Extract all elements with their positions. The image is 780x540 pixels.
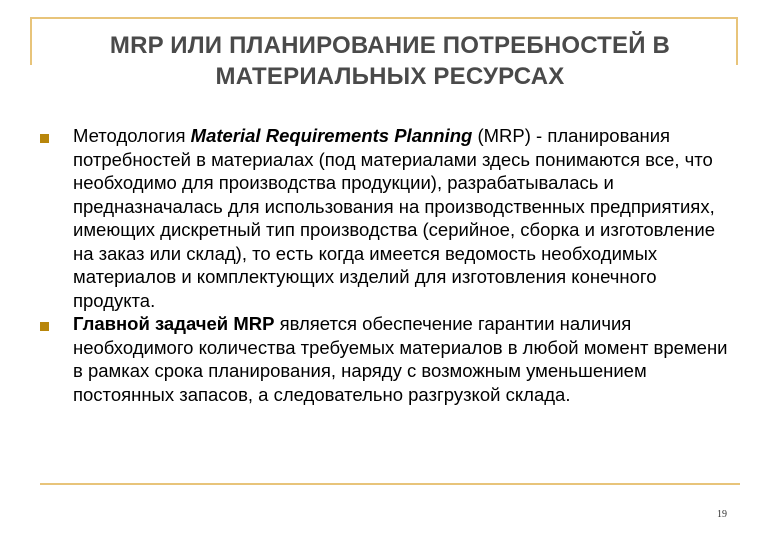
bullet-1-prefix: Методология — [73, 125, 191, 146]
square-bullet-icon — [40, 322, 49, 331]
slide-title-line-1: MRP ИЛИ ПЛАНИРОВАНИЕ ПОТРЕБНОСТЕЙ В — [109, 32, 671, 59]
bullet-1-body: (MRP) - планирования потребностей в материалах (под материалами здесь понимаются все, что необходимо для производства продукции), разрабатывалась и предназначалась для использования на производственных предприятиях, имеющих дискретный тип производства (серийное, сборка и изготовление на заказ или склад), то есть когда имеется ведомость необходимых материалов и комплектующих изделий для изготовления конечного продукта. — [73, 125, 715, 311]
bullet-2-emphasis: Главной задачей MRP — [73, 313, 275, 334]
square-bullet-icon — [40, 134, 49, 143]
bullet-2-body: является обеспечение гарантии наличия необходимого количества требуемых материалов в любой момент времени в рамках срока планирования, наряду с возможным уменьшением постоянных запасов, а следовательно разгрузкой склада. — [73, 313, 728, 405]
bullet-item-mrp-main-task — [40, 312, 740, 406]
slide-title — [40, 30, 740, 92]
bullet-list — [40, 124, 740, 406]
frame-left-line — [30, 17, 32, 65]
bullet-item-mrp-methodology — [40, 124, 740, 312]
slide-title-line-2: МАТЕРИАЛЬНЫХ РЕСУРСАХ — [215, 63, 565, 90]
frame-bottom-line — [40, 483, 740, 485]
page-number: 19 — [717, 509, 727, 520]
bullet-1-emphasis: Material Requirements Planning — [190, 125, 473, 146]
frame-top-line — [30, 17, 738, 19]
